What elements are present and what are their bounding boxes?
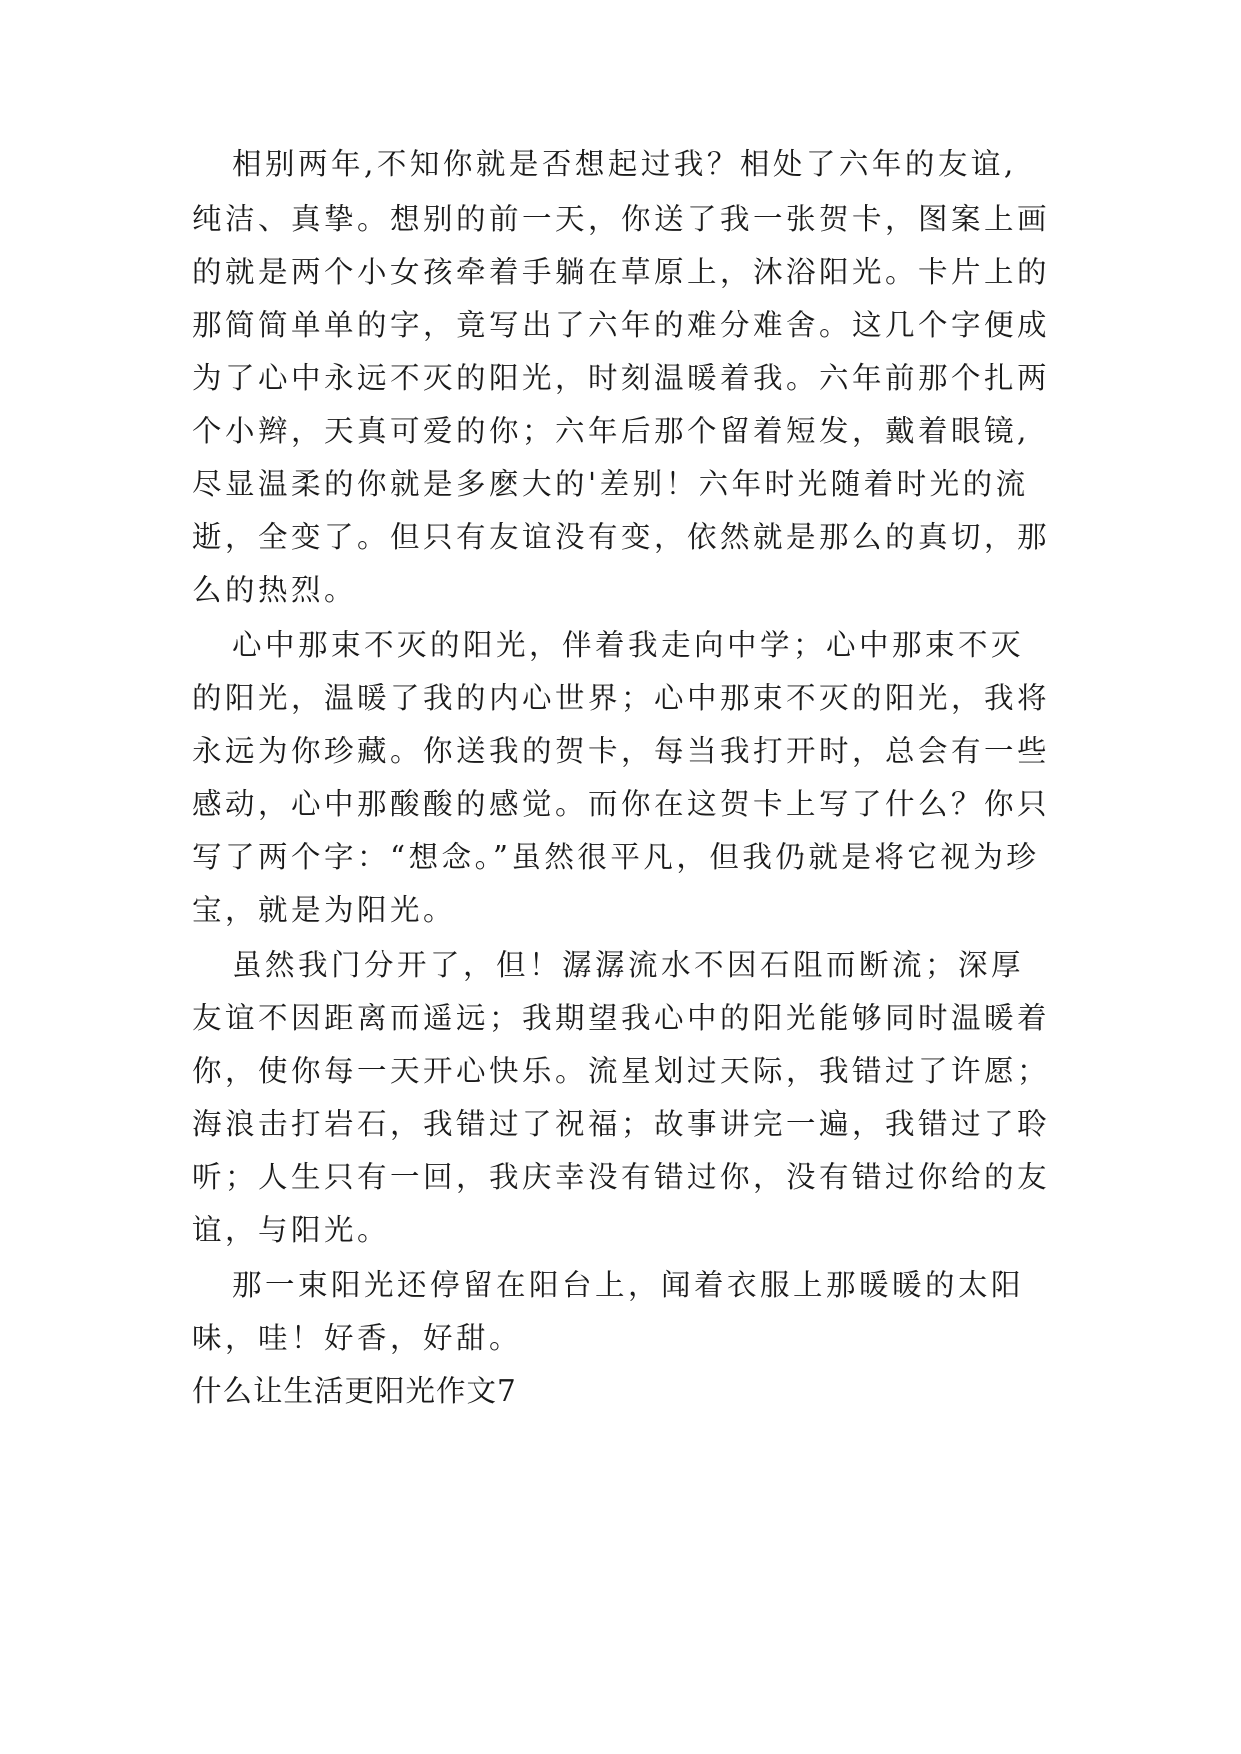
paragraph-3-line-5: 听；人生只有一回，我庆幸没有错过你，没有错过你给的友: [192, 1160, 1051, 1194]
paragraph-2-line-6: 宝，就是为阳光。: [192, 893, 457, 927]
paragraph-1-line-1: 相别两年,不知你就是否想起过我？相处了六年的友谊,: [232, 147, 1017, 181]
paragraph-2-line-2: 的阳光，温暖了我的内心世界；心中那束不灭的阳光，我将: [192, 681, 1051, 715]
paragraph-1-line-6: 个小辫，天真可爱的你；六年后那个留着短发，戴着眼镜,: [192, 414, 1030, 448]
paragraph-3-line-3: 你，使你每一天开心快乐。流星划过天际，我错过了许愿；: [192, 1054, 1051, 1088]
paragraph-1-line-8: 逝，全变了。但只有友谊没有变，依然就是那么的真切，那: [192, 520, 1051, 554]
paragraph-1-line-7: 尽显温柔的你就是多麽大的'差别！六年时光随着时光的流: [192, 467, 1029, 501]
paragraph-1-line-3: 的就是两个小女孩牵着手躺在草原上，沐浴阳光。卡片上的: [192, 255, 1051, 289]
next-section-title: 什么让生活更阳光作文7: [192, 1374, 517, 1408]
paragraph-3-line-1: 虽然我门分开了，但！潺潺流水不因石阻而断流；深厚: [232, 948, 1025, 982]
paragraph-3-line-2: 友谊不因距离而遥远；我期望我心中的阳光能够同时温暖着: [192, 1001, 1051, 1035]
paragraph-4-line-2: 味，哇！好香，好甜。: [192, 1321, 523, 1355]
paragraph-1-line-9: 么的热烈。: [192, 573, 358, 607]
paragraph-4-line-1: 那一束阳光还停留在阳台上，闻着衣服上那暖暖的太阳: [232, 1268, 1025, 1302]
paragraph-2-line-1: 心中那束不灭的阳光，伴着我走向中学；心中那束不灭: [232, 628, 1025, 662]
paragraph-3-line-6: 谊，与阳光。: [192, 1213, 391, 1247]
paragraph-2-line-5: 写了两个字：“想念。”虽然很平凡，但我仍就是将它视为珍: [192, 840, 1040, 874]
paragraph-2-line-4: 感动，心中那酸酸的感觉。而你在这贺卡上写了什么？你只: [192, 787, 1051, 821]
paragraph-1-line-5: 为了心中永远不灭的阳光，时刻温暖着我。六年前那个扎两: [192, 361, 1051, 395]
paragraph-1-line-4: 那简简单单的字，竟写出了六年的难分难舍。这几个字便成: [192, 308, 1051, 342]
paragraph-3-line-4: 海浪击打岩石，我错过了祝福；故事讲完一遍，我错过了聆: [192, 1107, 1051, 1141]
paragraph-2-line-3: 永远为你珍藏。你送我的贺卡，每当我打开时，总会有一些: [192, 734, 1051, 768]
paragraph-1-line-2: 纯洁、真挚。想别的前一天，你送了我一张贺卡，图案上画: [192, 202, 1051, 236]
